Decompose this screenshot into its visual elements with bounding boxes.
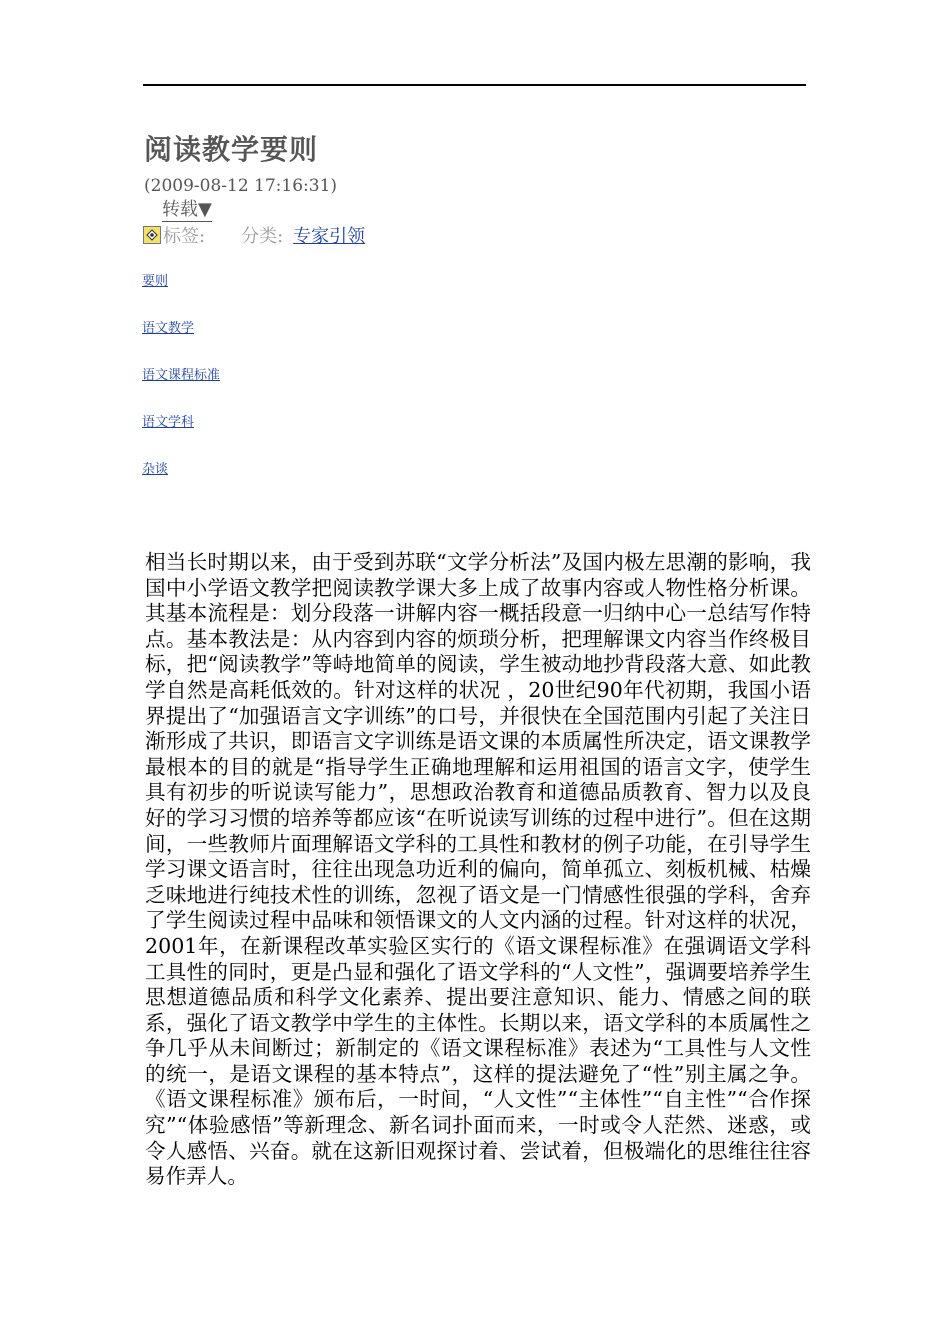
tag-icon [143, 226, 161, 244]
article-body: 相当长时期以来，由于受到苏联“文学分析法”及国内极左思潮的影响，我国中小学语文教学把阅读教学课大多上成了故事内容或人物性格分析课。其基本流程是：划分段落一讲解内容一概括段意一归纳中心一总结写作特点。基本教法是：从内容到内容的烦琐分析，把理解课文内容当作终极目标，把“阅读教学”等峙地简单的阅读，学生被动地抄背段落大意、如此教学自然是高耗低效的。针对这样的状况 ，20世纪90年代初期，我国小语界提出了“加强语言文字训练”的口号，并很快在全国范围内引起了关注日渐形成了共识，即语言文字训练是语文课的本质属性所决定，语文课教学最根本的目的就是“指导学生正确地理解和运用祖国的语言文字，使学生具有初步的听说读写能力”，思想政治教育和道德品质教育、智力以及良好的学习习惯的培养等都应该“在听说读写训练的过程中进行”。但在这期间，一些教师片面理解语文学科的工具性和教材的例子功能，在引导学生学习课文语言时，往往出现急功近利的偏向，简单孤立、刻板机械、枯燥乏味地进行纯技术性的训练，忽视了语文是一门情感性很强的学科，舍弃了学生阅读过程中品味和领悟课文的人文内涵的过程。针对这样的状况，2001年，在新课程改革实验区实行的《语文课程标准》在强调语文学科工具性的同时，更是凸显和强化了语文学科的“人文性”，强调要培养学生思想道德品质和科学文化素养、提出要注意知识、能力、情感之间的联系，强化了语文教学中学生的主体性。长期以来，语文学科的本质属性之争几乎从未间断过；新制定的《语文课程标准》表述为“工具性与人文性的统一，是语文课程的基本特点”，这样的提法避免了“性”别主属之争。《语文课程标准》颁布后，一时间，“人文性”“主体性”“自主性”“合作探究”“体验感悟”等新理念、新名词扑面而来，一时或令人茫然、迷惑，或令人感悟、兴奋。就在这新旧观探讨着、尝试着，但极端化的思维往往容易作弄人。 [145, 550, 811, 1189]
tag-link[interactable]: 杂谈 [142, 462, 169, 477]
category-link[interactable]: 专家引领 [293, 226, 366, 247]
post-timestamp: (2009-08-12 17:16:31) [144, 176, 338, 196]
tag-link[interactable]: 语文教学 [142, 321, 195, 336]
tag-label: 标签: [163, 226, 206, 247]
tag-link[interactable]: 语文课程标准 [142, 368, 221, 383]
category-label: 分类: [241, 226, 284, 247]
repost-button[interactable]: 转载▼ [162, 199, 212, 220]
post-meta [143, 223, 365, 247]
tag-item [142, 413, 220, 460]
top-divider [143, 84, 806, 86]
tag-item [142, 272, 220, 319]
tag-item [142, 366, 220, 413]
tag-link[interactable]: 语文学科 [142, 415, 195, 430]
tag-list [142, 272, 220, 507]
post-title: 阅读教学要则 [144, 133, 319, 166]
tag-item [142, 460, 220, 507]
tag-item [142, 319, 220, 366]
tag-link[interactable]: 要则 [142, 274, 169, 289]
